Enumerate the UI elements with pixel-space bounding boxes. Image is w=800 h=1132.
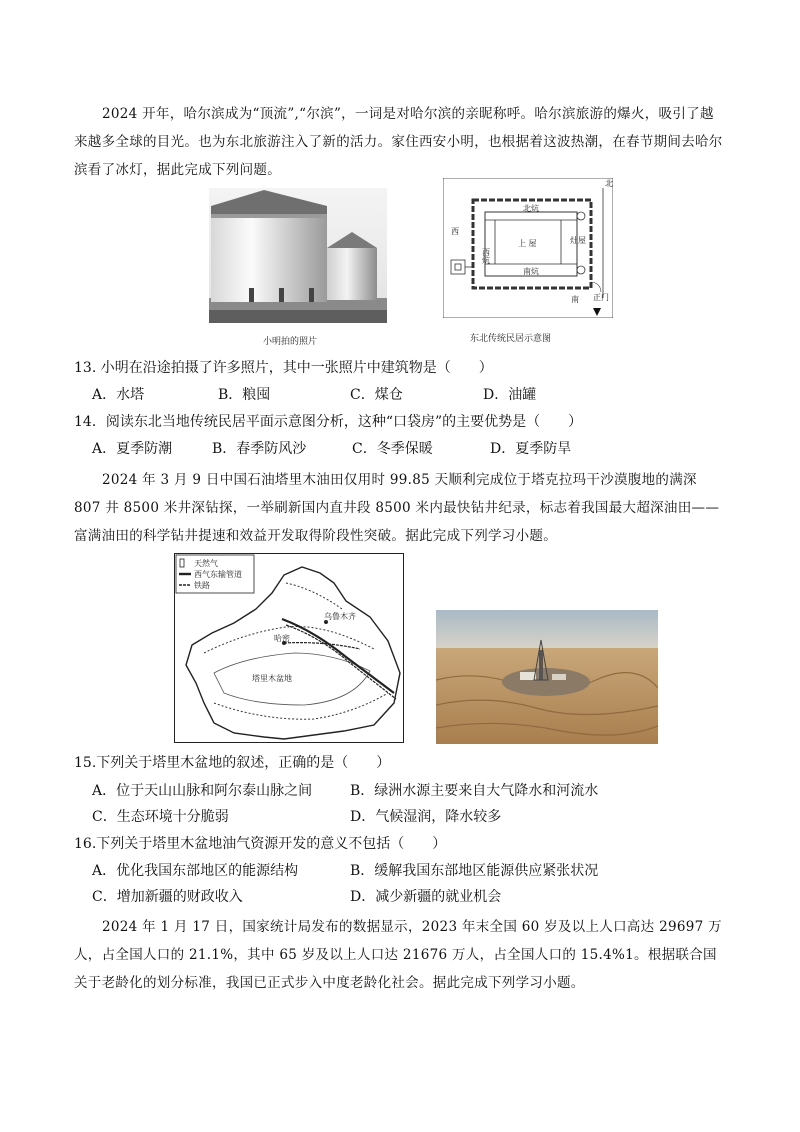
legend-railway: 铁路 [194,581,210,590]
photo-caption: 小明拍的照片 [263,337,318,347]
q16-stem: 16.下列关于塔里木盆地油气资源开发的意义不包括（ ） [74,836,447,852]
q14-option-c[interactable]: C．冬季保暖 [352,441,433,457]
q15-stem: 15.下列关于塔里木盆地的叙述，正确的是（ ） [74,755,391,771]
label-urumqi: 乌鲁木齐 [324,612,356,621]
photo-granary [209,188,387,323]
xinjiang-map [174,553,404,743]
label-tarim-basin: 塔里木盆地 [252,674,292,683]
q15-option-c[interactable]: C．生态环境十分脆弱 [92,809,229,825]
legend-pipeline: 西气东输管道 [194,570,242,579]
intro-oilfield: 2024 年 3 月 9 日中国石油塔里木油田仅用时 99.85 天顺利完成位于塔克拉玛干沙漠腹地的满深 807 井 8500 米井深钻探，一举刷新国内直井段 8500 米内最快钻井纪录，标志着我国最大超深油田——富满油田的科学钻井提速和效益开发取得阶段性突破。据此完成下列学习小题。 [74,472,720,544]
q13-option-a[interactable]: A．水塔 [92,387,145,403]
q16-option-d[interactable]: D．减少新疆的就业机会 [350,889,502,905]
q14-option-d[interactable]: D．夏季防旱 [490,441,572,457]
q15-option-b[interactable]: B．绿洲水源主要来自大气降水和河流水 [350,783,599,799]
q14-option-a[interactable]: A．夏季防潮 [92,441,173,457]
intro-harbin: 2024 开年，哈尔滨成为“顶流”,“尔滨”，一词是对哈尔滨的亲昵称呼。哈尔滨旅游的爆火，吸引了越来越多全球的目光。也为东北旅游注入了新的活力。家住西安小明，也根据着这波热潮，在春节期间去哈尔滨看了冰灯，据此完成下列问题。 [74,106,723,178]
north-mark: 北 [605,179,613,188]
label-hami: 哈密 [274,634,290,643]
q15-option-a[interactable]: A．位于天山山脉和阿尔泰山脉之间 [92,783,313,799]
house-plan-caption: 东北传统民居示意图 [470,334,552,344]
label-south-kang: 南炕 [523,267,539,276]
label-upper-room: 上 屋 [518,239,537,248]
label-stove-room: 灶屋 [570,236,586,245]
q13-option-c[interactable]: C．煤仓 [350,387,403,403]
label-west-kang: 西炕 [481,248,491,264]
label-west: 西 [451,227,459,236]
q14-stem: 14．阅读东北当地传统民居平面示意图分析，这种“口袋房”的主要优势是（ ） [74,414,583,430]
q14-option-b[interactable]: B．春季防风沙 [212,441,307,457]
label-south: 南 [571,295,579,304]
house-plan [443,178,613,318]
label-north-kang: 北炕 [523,204,539,213]
q13-stem: 13. 小明在沿途拍摄了许多照片，其中一张照片中建筑物是（ ） [74,360,493,376]
q16-option-c[interactable]: C．增加新疆的财政收入 [92,889,243,905]
q16-option-b[interactable]: B．缓解我国东部地区能源供应紧张状况 [350,863,599,879]
label-main-gate: 正门 [593,293,609,302]
photo-desert-drilling [436,610,658,744]
q16-option-a[interactable]: A．优化我国东部地区的能源结构 [92,863,299,879]
intro-aging: 2024 年 1 月 17 日，国家统计局发布的数据显示，2023 年末全国 60 岁及以上人口高达 29697 万人，占全国人口的 21.1%，其中 65 岁及以上人口达 21676 万人，占全国人口的 15.4%1。根据联合国关于老龄化的划分标准，我国已正式步入中度老龄化社会。据此完成下列学习小题。 [74,919,722,991]
q15-option-d[interactable]: D．气候湿润，降水较多 [350,809,502,825]
legend-gas: 天然气 [194,559,218,568]
q13-option-b[interactable]: B．粮囤 [218,387,271,403]
q13-option-d[interactable]: D．油罐 [483,387,537,403]
